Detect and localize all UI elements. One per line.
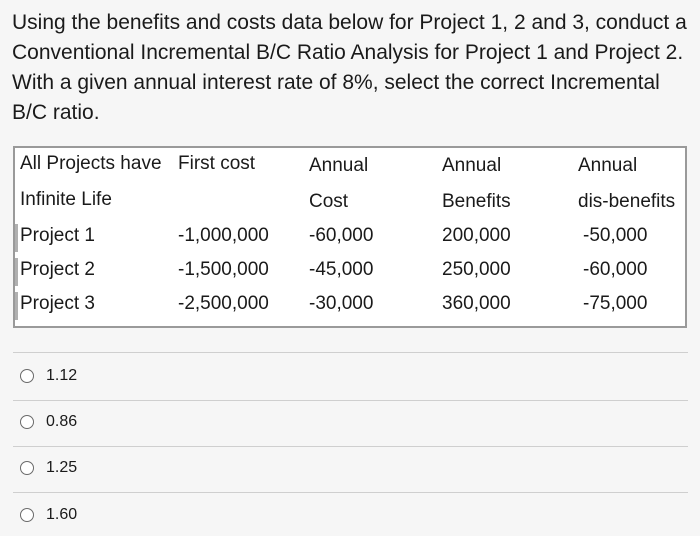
radio-button[interactable] (20, 461, 34, 475)
question-text: Using the benefits and costs data below for Project 1, 2 and 3, conduct a Conventional Incremental B/C Ratio Analysis for Project 1 and Project 2. With a given annual interest rate of 8%, select the correct Incremental B/C ratio. (12, 11, 687, 124)
data-table (13, 146, 687, 328)
option-divider (13, 352, 688, 353)
project-1-annual-benefits: 200,000 (442, 225, 511, 246)
option-divider (13, 400, 688, 401)
option-divider (13, 492, 688, 493)
row-marker (15, 258, 18, 286)
radio-button[interactable] (20, 415, 34, 429)
header-benefits: Benefits (442, 191, 511, 212)
header-annual-benefits: Annual (442, 155, 502, 176)
project-2-disbenefits: -60,000 (583, 259, 648, 280)
project-2-first-cost: -1,500,000 (178, 259, 269, 280)
answer-option-2[interactable] (20, 410, 77, 434)
answer-option-4[interactable] (20, 503, 77, 527)
option-label: 1.12 (46, 367, 78, 384)
project-1-name: Project 1 (20, 225, 95, 246)
radio-button[interactable] (20, 508, 34, 522)
option-label: 0.86 (46, 413, 78, 430)
project-3-disbenefits: -75,000 (583, 293, 648, 314)
project-1-annual-cost: -60,000 (309, 225, 374, 246)
header-annual-disbenefits: Annual (578, 155, 638, 176)
project-3-annual-benefits: 360,000 (442, 293, 511, 314)
header-projects: All Projects have (20, 153, 162, 174)
row-marker (15, 292, 18, 320)
header-cost: Cost (309, 191, 349, 212)
project-3-annual-cost: -30,000 (309, 293, 374, 314)
project-2-annual-cost: -45,000 (309, 259, 374, 280)
radio-button[interactable] (20, 369, 34, 383)
header-first-cost: First cost (178, 153, 256, 174)
project-2-annual-benefits: 250,000 (442, 259, 511, 280)
answer-option-3[interactable] (20, 456, 77, 480)
header-dis-benefits: dis-benefits (578, 191, 676, 212)
project-1-first-cost: -1,000,000 (178, 225, 269, 246)
option-label: 1.25 (46, 459, 78, 476)
answer-option-1[interactable] (20, 364, 77, 388)
option-divider (13, 446, 688, 447)
header-annual-cost: Annual (309, 155, 369, 176)
project-2-name: Project 2 (20, 259, 95, 280)
option-label: 1.60 (46, 506, 78, 523)
project-3-name: Project 3 (20, 293, 95, 314)
row-marker (15, 224, 18, 252)
header-infinite-life: Infinite Life (20, 189, 112, 210)
project-3-first-cost: -2,500,000 (178, 293, 269, 314)
project-1-disbenefits: -50,000 (583, 225, 648, 246)
